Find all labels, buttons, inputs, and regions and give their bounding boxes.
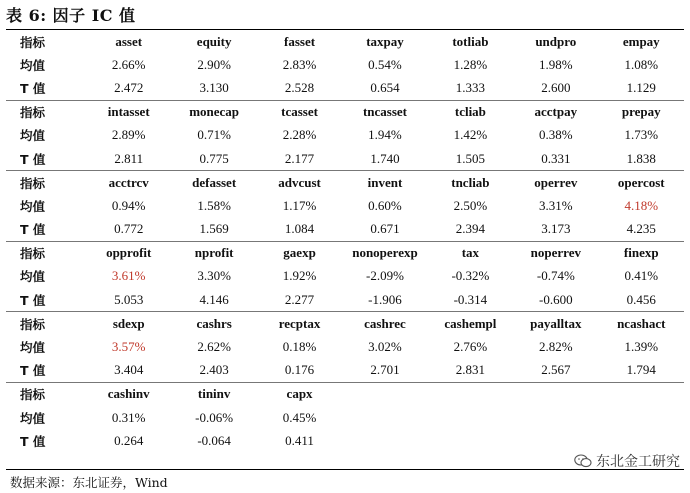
t-value-cell: 0.331 — [541, 150, 571, 166]
row-label: 指标 — [6, 312, 86, 336]
factor-name: capx — [257, 382, 342, 406]
row-label: T 值 — [20, 363, 46, 379]
factor-row — [6, 241, 684, 265]
factor-name: noperrev — [513, 241, 598, 265]
t-value-cell: -0.064 — [197, 432, 231, 448]
mean-ic-cell: 2.28% — [282, 127, 317, 143]
row-label: T 值 — [20, 80, 46, 96]
watermark-text: 东北金工研究 — [596, 454, 680, 470]
mean-ic-cell: 1.98% — [539, 56, 573, 72]
t-value-cell: 0.671 — [370, 221, 400, 237]
factor-name: gaexp — [257, 241, 342, 265]
factor-name: operrev — [513, 171, 598, 195]
row-label: T 值 — [20, 151, 46, 167]
t-value-cell: 1.084 — [284, 221, 315, 237]
t-value-cell: 2.600 — [541, 79, 571, 95]
mean-ic-cell: 2.50% — [453, 197, 488, 213]
factor-name — [428, 382, 513, 406]
factor-name: nprofit — [171, 241, 256, 265]
row-label: 均值 — [20, 269, 46, 285]
factor-name: tncasset — [342, 100, 427, 124]
mean-ic-cell — [599, 406, 684, 429]
table-title: 表 6: 因子 IC 值 — [6, 6, 136, 25]
mean-ic-cell: -0.06% — [195, 409, 234, 425]
t-value-cell — [513, 429, 598, 452]
factor-name: acctrcv — [86, 171, 171, 195]
mean-ic-cell: 0.94% — [111, 197, 146, 213]
factor-row — [6, 100, 684, 124]
factor-name: totliab — [452, 33, 489, 49]
factor-row — [6, 171, 684, 195]
factor-name: cashempl — [428, 312, 513, 336]
mean-ic-cell: 2.62% — [197, 339, 231, 355]
factor-name: monecap — [171, 100, 256, 124]
t-value-cell: 0.772 — [114, 221, 144, 237]
t-value-cell — [599, 429, 684, 452]
row-label: 均值 — [20, 198, 46, 214]
t-value-cell: 2.567 — [541, 362, 571, 378]
factor-name: intasset — [86, 100, 171, 124]
mean-ic-cell — [513, 406, 598, 429]
mean-ic-cell: 0.41% — [624, 268, 659, 284]
factor-name: prepay — [599, 100, 684, 124]
factor-name: recptax — [257, 312, 342, 336]
mean-ic-cell: 1.94% — [368, 127, 402, 143]
t-value-cell: 2.394 — [455, 221, 486, 237]
factor-name: empay — [622, 33, 660, 49]
factor-row — [6, 30, 684, 53]
mean-ic-cell: 3.31% — [539, 197, 573, 213]
mean-ic-cell: 1.73% — [624, 127, 659, 143]
row-label: 均值 — [20, 57, 46, 73]
mean-ic-cell: 3.61% — [111, 268, 146, 284]
factor-name: invent — [342, 171, 427, 195]
t-value-cell: 3.404 — [114, 362, 144, 378]
t-value-cell: 0.411 — [285, 432, 314, 448]
factor-name: tininv — [171, 382, 256, 406]
t-value-cell: -1.906 — [368, 291, 402, 307]
factor-name: finexp — [599, 241, 684, 265]
t-value-cell: 0.264 — [114, 432, 144, 448]
mean-ic-cell: 0.18% — [282, 339, 317, 355]
mean-ic-cell: 0.71% — [197, 127, 231, 143]
t-value-cell: 3.173 — [541, 221, 571, 237]
mean-ic-cell: 1.28% — [453, 56, 488, 72]
factor-name: tax — [428, 241, 513, 265]
mean-ic-cell: 1.58% — [197, 197, 231, 213]
mean-ic-cell: 2.76% — [453, 339, 488, 355]
mean-ic-cell: 4.18% — [624, 197, 659, 213]
mean-ic-cell: 0.45% — [282, 409, 317, 425]
factor-name: taxpay — [366, 33, 404, 49]
t-value-cell: 2.528 — [284, 79, 315, 95]
t-value-cell: 1.505 — [455, 150, 486, 166]
t-value-cell: 3.130 — [199, 79, 229, 95]
t-value-cell: 5.053 — [114, 291, 144, 307]
factor-row — [6, 312, 684, 336]
t-value-cell: 2.811 — [114, 150, 144, 166]
t-value-cell: 1.740 — [370, 150, 400, 166]
row-label: T 值 — [20, 222, 46, 238]
factor-name — [342, 382, 427, 406]
factor-name: tcasset — [257, 100, 342, 124]
row-label: 均值 — [20, 410, 46, 426]
mean-ic-cell: 1.39% — [624, 339, 659, 355]
factor-row — [6, 382, 684, 406]
mean-ic-cell: 3.57% — [111, 339, 146, 355]
mean-ic-cell: -0.74% — [536, 268, 575, 284]
t-value-cell — [342, 429, 427, 452]
mean-ic-cell: 1.92% — [282, 268, 317, 284]
factor-name: opprofit — [86, 241, 171, 265]
mean-ic-cell: 1.42% — [453, 127, 488, 143]
mean-ic-cell: 0.54% — [368, 56, 402, 72]
row-label: 均值 — [20, 340, 46, 356]
t-value-cell: 1.794 — [626, 362, 656, 378]
factor-name: sdexp — [86, 312, 171, 336]
row-label: T 值 — [20, 433, 46, 449]
t-value-cell: 1.129 — [626, 79, 656, 95]
factor-name — [513, 382, 598, 406]
mean-ic-cell: 2.66% — [111, 56, 146, 72]
factor-name: opercost — [599, 171, 684, 195]
mean-ic-cell: 2.82% — [539, 339, 573, 355]
mean-row — [6, 53, 684, 76]
factor-name: undpro — [535, 33, 577, 49]
t-value-cell: 1.838 — [626, 150, 656, 166]
row-label: 均值 — [20, 128, 46, 144]
factor-name: cashrec — [342, 312, 427, 336]
factor-name — [599, 382, 684, 406]
t-value-cell: 1.569 — [199, 221, 229, 237]
mean-ic-cell: 0.31% — [111, 409, 146, 425]
t-value-cell: 4.235 — [626, 221, 656, 237]
mean-ic-cell: 2.83% — [282, 56, 317, 72]
factor-name: asset — [115, 33, 143, 49]
mean-ic-cell: 1.17% — [282, 197, 317, 213]
mean-row — [6, 265, 684, 288]
ic-table — [6, 30, 684, 452]
t-value-cell: -0.314 — [453, 291, 488, 307]
t-value-cell: 1.333 — [455, 79, 486, 95]
t-row — [6, 288, 684, 312]
t-value-cell: 2.403 — [199, 362, 229, 378]
t-value-cell: 2.831 — [455, 362, 486, 378]
factor-name: fasset — [284, 33, 316, 49]
t-row — [6, 429, 684, 452]
factor-name: tcliab — [428, 100, 513, 124]
mean-ic-cell: 0.60% — [368, 197, 402, 213]
mean-ic-cell: 0.38% — [539, 127, 573, 143]
t-row — [6, 76, 684, 100]
factor-name: equity — [196, 33, 232, 49]
mean-ic-cell: 3.30% — [197, 268, 231, 284]
t-row — [6, 359, 684, 383]
mean-ic-cell: 1.08% — [624, 56, 659, 72]
mean-ic-cell — [428, 406, 513, 429]
factor-name: tncliab — [428, 171, 513, 195]
row-label: 指标 — [6, 171, 86, 195]
t-value-cell: 4.146 — [199, 291, 229, 307]
row-label: 指标 — [6, 382, 86, 406]
mean-ic-cell: 2.90% — [197, 56, 231, 72]
row-label: T 值 — [20, 292, 46, 308]
row-label: 指标 — [6, 100, 86, 124]
factor-name: payalltax — [513, 312, 598, 336]
mean-row — [6, 406, 684, 429]
mean-ic-cell — [342, 406, 427, 429]
t-row — [6, 218, 684, 242]
mean-row — [6, 124, 684, 147]
mean-ic-cell: 2.89% — [111, 127, 146, 143]
t-row — [6, 147, 684, 171]
t-value-cell: 0.775 — [199, 150, 229, 166]
row-label: 指标 — [6, 241, 86, 265]
factor-name: acctpay — [513, 100, 598, 124]
row-label: 指标 — [20, 34, 46, 50]
factor-name: cashinv — [86, 382, 171, 406]
source-note: 数据来源：东北证券，Wind — [10, 475, 168, 490]
mean-ic-cell: 3.02% — [368, 339, 402, 355]
factor-name: cashrs — [171, 312, 256, 336]
t-value-cell: 0.654 — [370, 79, 400, 95]
wechat-icon — [574, 454, 592, 468]
mean-row — [6, 194, 684, 217]
mean-row — [6, 335, 684, 358]
factor-name: defasset — [171, 171, 256, 195]
t-value-cell: 2.701 — [370, 362, 400, 378]
t-value-cell: 2.277 — [284, 291, 315, 307]
t-value-cell: 0.176 — [284, 362, 315, 378]
t-value-cell: -0.600 — [539, 291, 573, 307]
factor-name: advcust — [257, 171, 342, 195]
t-value-cell: 2.177 — [284, 150, 315, 166]
watermark — [574, 451, 680, 471]
mean-ic-cell: -0.32% — [451, 268, 490, 284]
t-value-cell: 0.456 — [626, 291, 656, 307]
t-value-cell — [428, 429, 513, 452]
t-value-cell: 2.472 — [114, 79, 144, 95]
mean-ic-cell: -2.09% — [366, 268, 404, 284]
factor-name: nonoperexp — [342, 241, 427, 265]
factor-name: ncashact — [599, 312, 684, 336]
